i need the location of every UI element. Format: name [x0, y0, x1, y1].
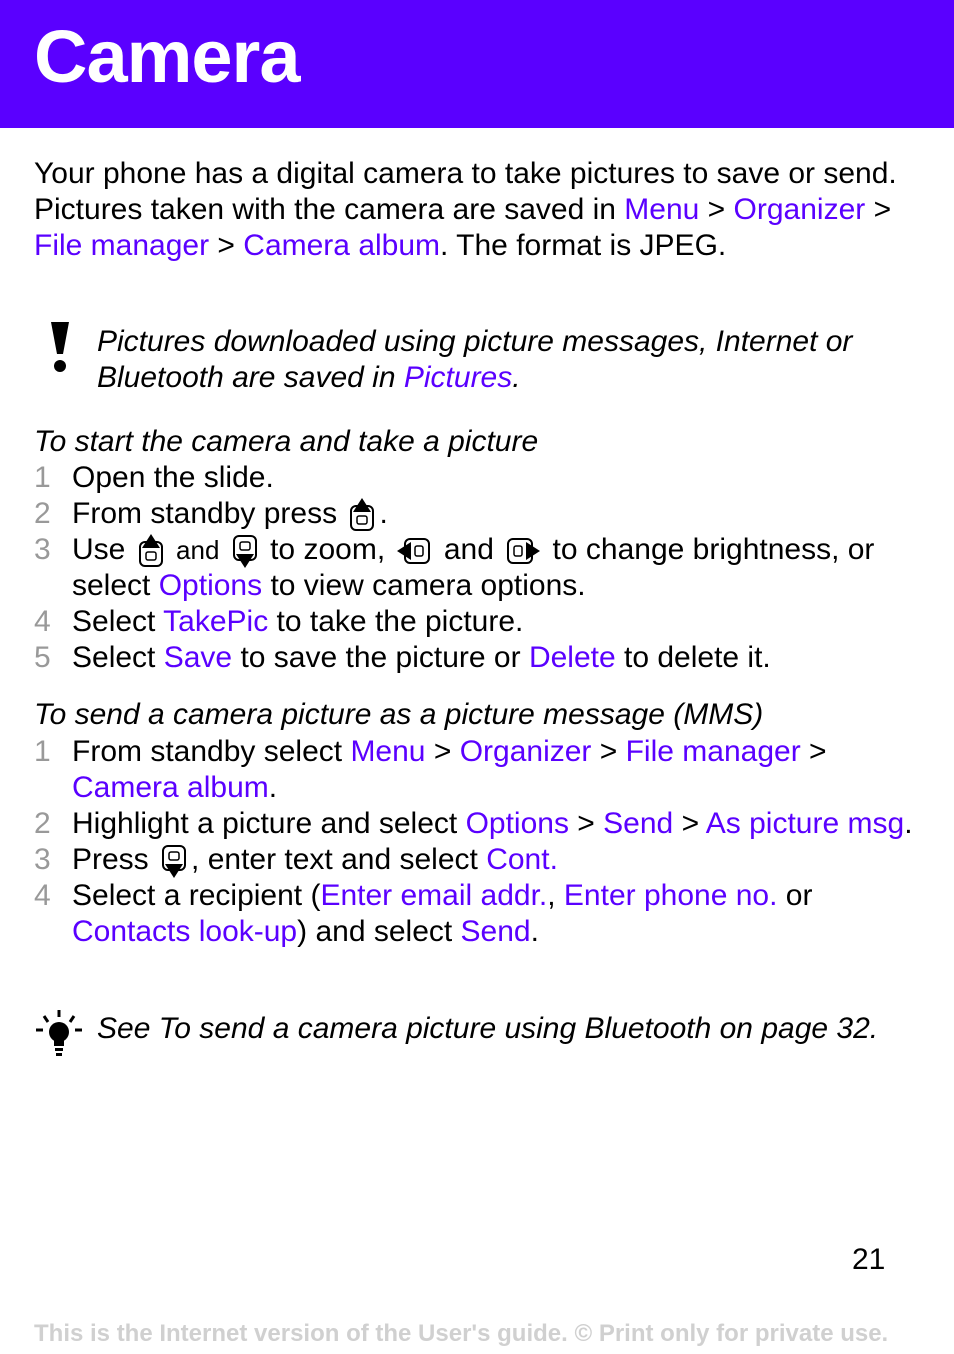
lightbulb-icon	[34, 1008, 84, 1058]
camera-album-link: Camera album	[72, 771, 269, 804]
list-item: 1 Open the slide.	[34, 461, 274, 494]
note-paragraph: Pictures downloaded using picture messages, Internet or Bluetooth are saved in Pictures.	[97, 325, 853, 394]
nav-up-key-icon	[349, 498, 375, 532]
step-number: 4	[34, 605, 51, 639]
page-title: Camera	[34, 15, 300, 98]
nav-up-key-icon	[138, 534, 164, 568]
intro-paragraph: Your phone has a digital camera to take pictures to save or send. Pictures taken with the camera are saved in Menu > Organizer > File manager > Camera album. The format is JPEG.	[34, 157, 897, 262]
step-number: 5	[34, 641, 51, 675]
exclamation-icon	[48, 320, 72, 374]
nav-down-key-icon	[232, 534, 258, 568]
steps-send-mms	[34, 734, 934, 950]
section-heading-send-mms: To send a camera picture as a picture message (MMS)	[34, 698, 764, 731]
enter-phone-link: Enter phone no.	[563, 879, 778, 913]
list-item: 5 Select Save to save the picture or Delete to delete it.	[34, 641, 771, 675]
file-manager-link: File manager	[34, 229, 210, 262]
list-item: 2 Highlight a picture and select Options > Send > As picture msg.	[34, 807, 913, 840]
pictures-link: Pictures	[403, 361, 513, 394]
nav-down-key-icon	[161, 844, 187, 878]
send-link: Send	[460, 915, 531, 949]
steps-start-camera	[34, 460, 934, 676]
page-number: 21	[852, 1243, 886, 1276]
menu-link: Menu	[350, 735, 426, 768]
options-link: Options	[158, 569, 263, 603]
camera-album-link: Camera album	[243, 229, 441, 262]
step-number: 3	[34, 533, 51, 567]
list-item: 4 Select a recipient (Enter email addr., Enter phone no. or Contacts look-up) and select Send.	[34, 879, 813, 949]
takepic-link: TakePic	[163, 605, 269, 639]
list-item: 1 From standby select Menu > Organizer > File manager > Camera album.	[34, 735, 827, 804]
delete-link: Delete	[528, 641, 616, 675]
step-number: 4	[34, 879, 51, 913]
enter-email-link: Enter email addr.	[320, 879, 548, 913]
save-link: Save	[163, 641, 233, 675]
step-number: 2	[34, 807, 51, 840]
step-number: 2	[34, 497, 51, 530]
send-link: Send	[603, 807, 674, 840]
title-banner	[0, 0, 954, 128]
tip-text: See To send a camera picture using Bluetooth on page 32.	[97, 1012, 879, 1045]
step-number: 3	[34, 843, 51, 876]
contacts-lookup-link: Contacts look-up	[72, 915, 298, 949]
list-item: 3 Use and to zoom, and to change brightness, or select Options to view camera options.	[34, 533, 875, 603]
step-number: 1	[34, 735, 51, 768]
nav-left-key-icon	[397, 537, 431, 565]
footer-disclaimer: This is the Internet version of the User's guide. © Print only for private use.	[34, 1320, 889, 1347]
organizer-link: Organizer	[459, 735, 592, 768]
file-manager-link: File manager	[625, 735, 801, 768]
organizer-link: Organizer	[733, 193, 866, 226]
step-number: 1	[34, 461, 51, 494]
list-item: 2 From standby press .	[34, 496, 934, 532]
menu-link: Menu	[624, 193, 700, 226]
list-item: 4 Select TakePic to take the picture.	[34, 605, 524, 639]
section-heading-start-camera: To start the camera and take a picture	[34, 425, 539, 458]
list-item: 3 Press , enter text and select Cont.	[34, 842, 934, 878]
cont-link: Cont.	[486, 843, 558, 876]
options-link: Options	[465, 807, 569, 840]
nav-right-key-icon	[506, 537, 540, 565]
as-picture-msg-link: As picture msg	[705, 807, 905, 840]
